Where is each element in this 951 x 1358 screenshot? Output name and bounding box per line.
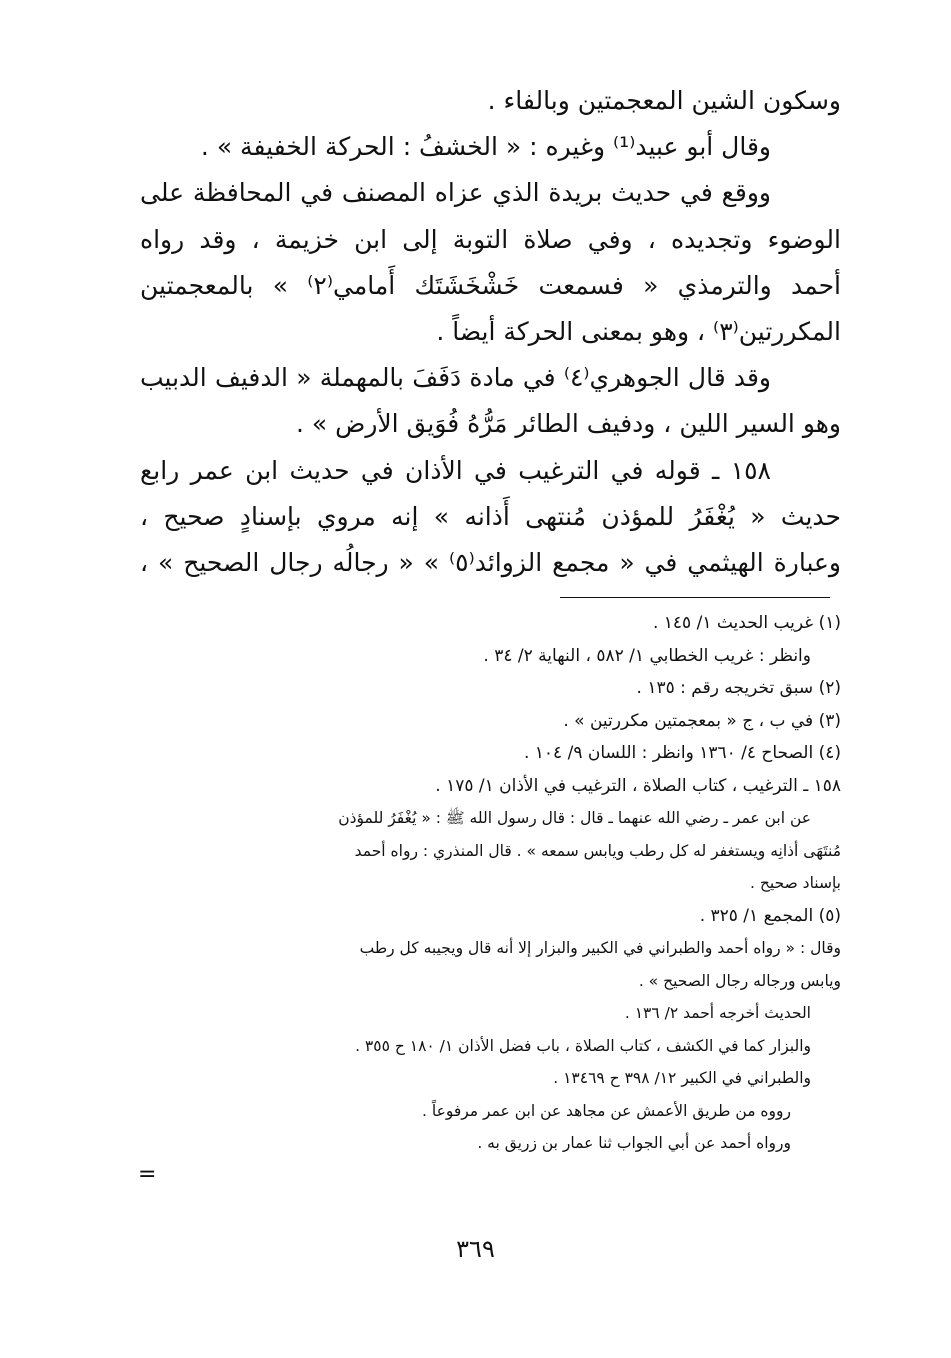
text-line: وعبارة الهيثمي في « مجمع الزوائد⁽٥⁾ » « رجالُه رجال الصحيح » ، <box>140 547 841 577</box>
footnote-line: (٢) سبق تخريجه رقم : ١٣٥ . <box>636 678 841 698</box>
footnote-line: الحديث أخرجه أحمد ٢/ ١٣٦ . <box>624 1004 811 1022</box>
text-line: المكررتين⁽٣⁾ ، وهو بمعنى الحركة أيضاً . <box>436 316 841 346</box>
footnote-line: عن ابن عمر ـ رضي الله عنهما ـ قال : قال رسول الله ﷺ : « يُغْفَرُ للمؤذن <box>338 809 811 827</box>
text-line: وقال أبو عبيد⁽¹⁾ وغيره : « الخشفُ : الحركة الخفيفة » . <box>200 132 771 162</box>
text-line: وسكون الشين المعجمتين وبالفاء . <box>487 86 841 115</box>
footnotes <box>135 607 841 1160</box>
text-line: حديث « يُغْفَرُ للمؤذن مُنتهى أَذانه » إنه مروي بإسنادٍ صحيح ، <box>140 501 841 531</box>
text-line: ١٥٨ ـ قوله في الترغيب في الأذان في حديث ابن عمر رابع <box>140 455 771 485</box>
text-line: وقد قال الجوهري⁽٤⁾ في مادة دَفَفَ بالمهملة « الدفيف الدبيب <box>140 363 771 393</box>
footnote-line: ١٥٨ ـ الترغيب ، كتاب الصلاة ، الترغيب في الأذان ١/ ١٧٥ . <box>435 775 841 796</box>
footnote-line: مُنتَهَى أذانِه ويستغفر له كل رطب ويابس سمعه » . قال المنذري : رواه أحمد <box>354 841 841 860</box>
text-line: وهو السير اللين ، ودفيف الطائر مَرُّهُ فُوَيق الأرض » . <box>295 409 841 439</box>
text-line: الوضوء وتجديده ، وفي صلاة التوبة إلى ابن خزيمة ، وقد رواه <box>140 224 841 254</box>
main-text <box>140 78 841 586</box>
page-number: ٣٦٩ <box>456 1235 495 1263</box>
footnote-line: والبزار كما في الكشف ، كتاب الصلاة ، باب فضل الأذان ١/ ١٨٠ ح ٣٥٥ . <box>355 1036 811 1055</box>
footnote-line: وقال : « رواه أحمد والطبراني في الكبير والبزار إلا أنه قال ويجيبه كل رطب <box>359 939 841 957</box>
footnote-line: رووه من طريق الأعمش عن مجاهد عن ابن عمر مرفوعاً . <box>422 1101 791 1120</box>
footnote-separator <box>560 597 830 598</box>
footnote-line: (١) غريب الحديث ١/ ١٤٥ . <box>652 613 841 633</box>
footnote-line: (٥) المجمع ١/ ٣٢٥ . <box>699 905 841 926</box>
text-line: ووقع في حديث بريدة الذي عزاه المصنف في المحافظة على <box>140 178 771 208</box>
footnote-line: (٣) في ب ، ج « بمعجمتين مكررتين » . <box>563 710 841 731</box>
footnote-line: (٤) الصحاح ٤/ ١٣٦٠ وانظر : اللسان ٩/ ١٠٤ . <box>523 743 841 763</box>
footnote-line: بإسناد صحيح . <box>750 874 841 892</box>
footnote-line: ويابس ورجاله رجال الصحيح » . <box>638 971 841 990</box>
continuation-mark: = <box>138 1162 157 1187</box>
text-line: أحمد والترمذي « فسمعت خَشْخَشَتَك أَمامي⁽٢⁾ » بالمعجمتين <box>140 270 841 300</box>
footnote-line: ورواه أحمد عن أبي الجواب ثنا عمار بن زريق به . <box>477 1134 791 1152</box>
footnote-line: والطبراني في الكبير ١٢/ ٣٩٨ ح ١٣٤٦٩ . <box>553 1069 811 1087</box>
footnote-line: وانظر : غريب الخطابي ١/ ٥٨٢ ، النهاية ٢/ ٣٤ . <box>483 645 811 666</box>
